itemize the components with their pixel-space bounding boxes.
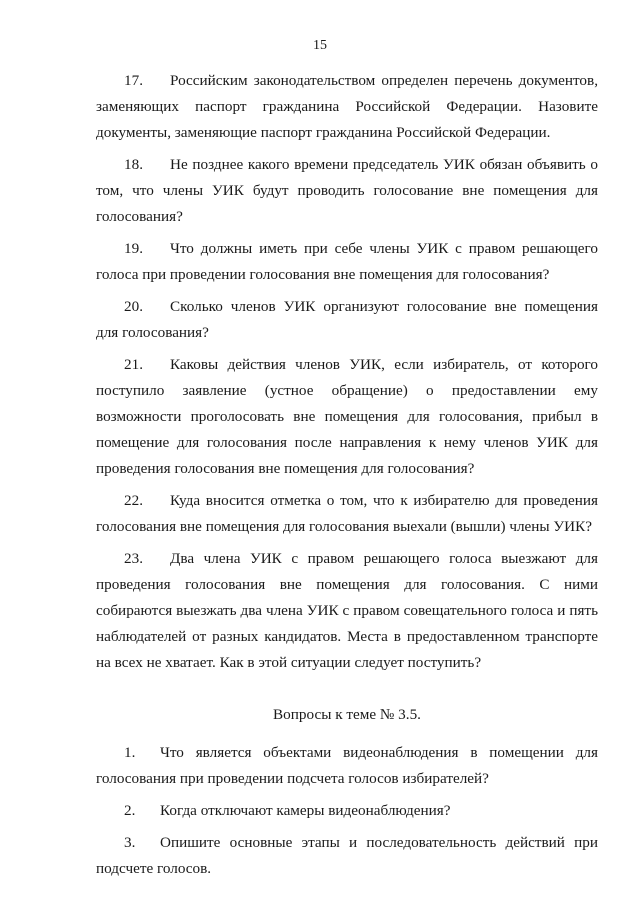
question-number: 22. bbox=[124, 492, 143, 509]
topic-question-1 bbox=[96, 740, 598, 792]
topic-question-3 bbox=[96, 830, 598, 882]
question-number: 23. bbox=[124, 550, 143, 567]
question-number: 19. bbox=[124, 240, 143, 257]
question-text: Что является объектами видеонаблюдения в помещении для голосования при проведении подсчета голосов избирателей? bbox=[96, 744, 598, 787]
question-number: 3. bbox=[124, 834, 136, 851]
question-number: 20. bbox=[124, 298, 143, 315]
question-text: Опишите основные этапы и последовательность действий при подсчете голосов. bbox=[96, 834, 598, 877]
question-number: 17. bbox=[124, 72, 143, 89]
question-18 bbox=[96, 152, 598, 230]
question-text: Каковы действия членов УИК, если избиратель, от которого поступило заявление (устное обращение) о предоставлении ему возможности проголосовать вне помещения для голосования, прибыл в помещение для голосования после направления к нему членов УИК для проведения голосования вне помещения для голосования? bbox=[96, 356, 598, 477]
question-17 bbox=[96, 68, 598, 146]
question-text: Когда отключают камеры видеонаблюдения? bbox=[160, 802, 451, 819]
question-number: 21. bbox=[124, 356, 143, 373]
question-text: Не позднее какого времени председатель УИК обязан объявить о том, что члены УИК будут проводить голосование вне помещения для голосования? bbox=[96, 156, 598, 225]
question-text: Два члена УИК с правом решающего голоса выезжают для проведения голосования вне помещения для голосования. С ними собираются выезжать два члена УИК с правом совещательного голоса и пять наблюдателей от разных кандидатов. Места в предоставленном транспорте на всех не хватает. Как в этой ситуации следует поступить? bbox=[96, 550, 598, 671]
topic-question-2 bbox=[96, 798, 598, 824]
page-number: 15 bbox=[313, 38, 327, 53]
question-22 bbox=[96, 488, 598, 540]
question-text: Сколько членов УИК организуют голосование вне помещения для голосования? bbox=[96, 298, 598, 341]
question-20 bbox=[96, 294, 598, 346]
section-title: Вопросы к теме № 3.5. bbox=[273, 706, 421, 723]
question-text: Что должны иметь при себе члены УИК с правом решающего голоса при проведении голосования вне помещения для голосования? bbox=[96, 240, 598, 283]
question-21 bbox=[96, 352, 598, 482]
question-text: Российским законодательством определен перечень документов, заменяющих паспорт гражданина Российской Федерации. Назовите документы, заменяющие паспорт гражданина Российской Федерации. bbox=[96, 72, 598, 141]
question-23 bbox=[96, 546, 598, 676]
document-body bbox=[96, 68, 598, 888]
question-19 bbox=[96, 236, 598, 288]
question-number: 1. bbox=[124, 744, 136, 761]
question-text: Куда вносится отметка о том, что к избирателю для проведения голосования вне помещения для голосования выехали (вышли) члены УИК? bbox=[96, 492, 598, 535]
question-number: 2. bbox=[124, 802, 136, 819]
question-number: 18. bbox=[124, 156, 143, 173]
